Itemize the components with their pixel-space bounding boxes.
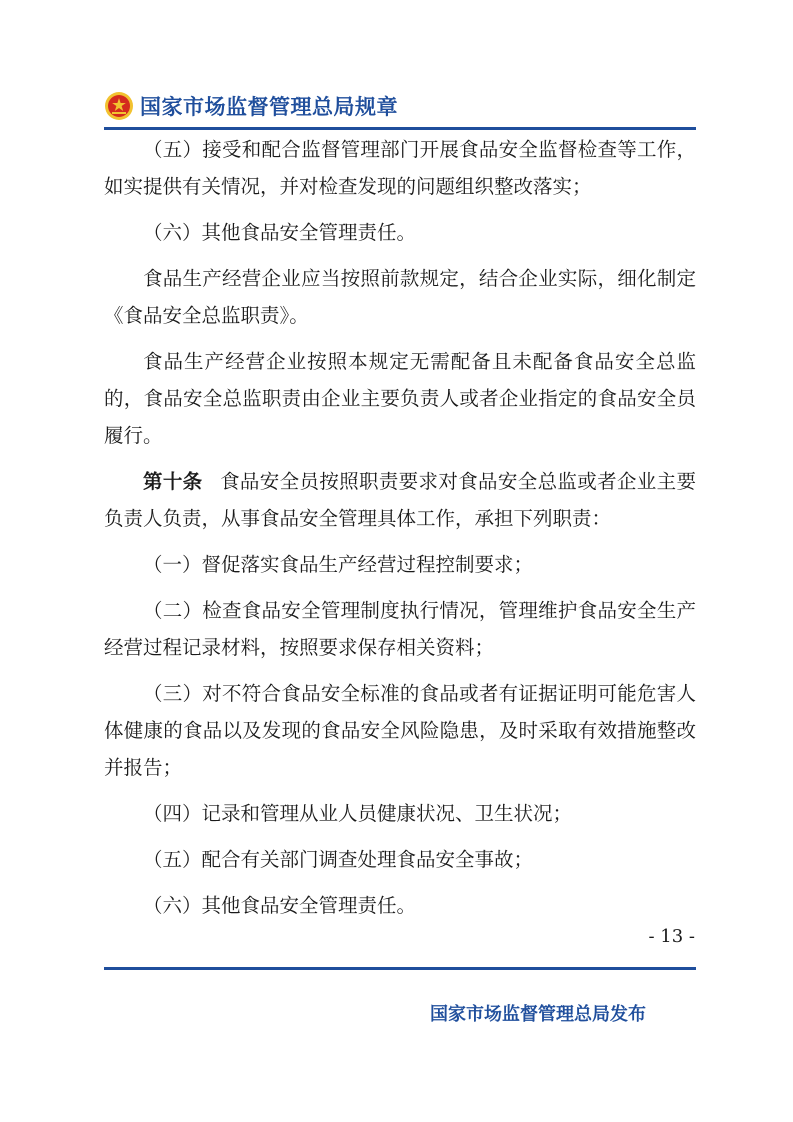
footer-rule (104, 967, 696, 970)
paragraph: （六）其他食品安全管理责任。 (143, 221, 417, 244)
header-rule (104, 127, 696, 130)
paragraph: （六）其他食品安全管理责任。 (143, 894, 417, 917)
paragraph: （三）对不符合食品安全标准的食品或者有证据证明可能危害人体健康的食品以及发现的食品安全风险隐患，及时采取有效措施整改并报告； (104, 682, 696, 779)
footer-publisher: 国家市场监督管理总局发布 (430, 1004, 646, 1025)
header-title: 国家市场监督管理总局规章 (140, 95, 398, 119)
national-emblem-icon (104, 91, 134, 121)
page-number: - 13 - (648, 926, 695, 947)
page-header (104, 86, 398, 126)
paragraph: （一）督促落实食品生产经营过程控制要求； (143, 553, 534, 576)
article-number: 第十条 (143, 470, 203, 493)
paragraph: （四）记录和管理从业人员健康状况、卫生状况； (143, 802, 573, 825)
document-body (104, 131, 696, 933)
article-paragraph: 第十条 食品安全员按照职责要求对食品安全总监或者企业主要负责人负责，从事食品安全管理具体工作，承担下列职责： (104, 470, 696, 530)
paragraph: 食品生产经营企业按照本规定无需配备且未配备食品安全总监的，食品安全总监职责由企业主要负责人或者企业指定的食品安全员履行。 (104, 350, 696, 447)
paragraph: 食品生产经营企业应当按照前款规定，结合企业实际，细化制定《食品安全总监职责》。 (104, 267, 696, 327)
paragraph: （五）接受和配合监督管理部门开展食品安全监督检查等工作，如实提供有关情况，并对检查发现的问题组织整改落实； (104, 138, 696, 198)
paragraph: （二）检查食品安全管理制度执行情况，管理维护食品安全生产经营过程记录材料，按照要求保存相关资料； (104, 599, 696, 659)
paragraph: （五）配合有关部门调查处理食品安全事故； (143, 848, 534, 871)
